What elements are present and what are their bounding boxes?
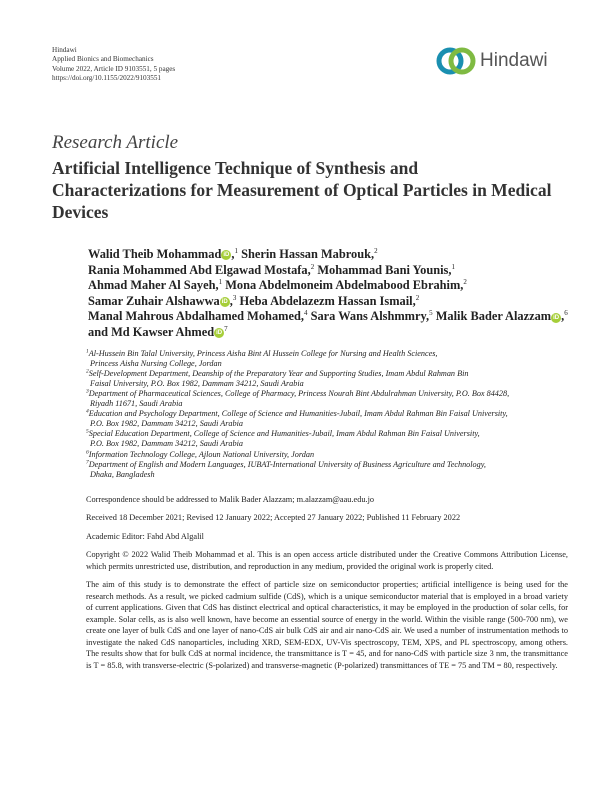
article-type: Research Article — [52, 132, 179, 153]
affiliation — [86, 429, 568, 449]
orcid-icon[interactable]: iD — [223, 252, 230, 259]
affiliation-marker: 3 — [232, 293, 237, 302]
affiliation-number: 3 — [86, 388, 89, 395]
affiliation — [86, 349, 568, 369]
affiliation — [86, 450, 568, 460]
affiliation-number: 1 — [86, 347, 89, 354]
affiliation-line: Department of Pharmaceutical Sciences, College of Pharmacy, Princess Nourah Bint Abdulrahman University, P.O. Box 84428, — [88, 388, 510, 398]
affiliation-line: Al-Hussein Bin Talal University, Princess Aisha Bint Al Hussein College for Nursing and Health Sciences, — [88, 348, 438, 358]
affiliations — [86, 349, 568, 480]
affiliation-marker: 4 — [303, 309, 308, 318]
affiliation-marker: 1 — [234, 246, 238, 255]
hindawi-rings-icon — [436, 47, 476, 75]
author-name: Heba Abdelazezm Hassan Ismail, — [239, 293, 416, 308]
affiliation — [86, 389, 568, 409]
academic-editor: Academic Editor: Fahd Abd Algalil — [86, 531, 204, 541]
article-title: Artificial Intelligence Technique of Synthesis and Characterizations for Measurement of Optical Particles in Medical Devices — [52, 158, 552, 222]
author-name: Mohammad Bani Younis, — [317, 262, 452, 277]
affiliation-marker: 2 — [310, 262, 315, 271]
copyright: Copyright © 2022 Walid Theib Mohammad et al. This is an open access article distributed under the Creative Commons Attribution License, which permits unrestricted use, distribution, and reproduction in any medium, provided the original work is properly cited. — [86, 550, 568, 571]
affiliation-number: 4 — [86, 408, 89, 415]
doi-link[interactable]: https://doi.org/10.1155/2022/9103551 — [52, 73, 162, 82]
affiliation-line: Information Technology College, Ajloun National University, Jordan — [88, 449, 315, 459]
affiliation-marker: 1 — [451, 262, 455, 271]
affiliation — [86, 460, 568, 480]
logo-text: Hindawi — [480, 50, 548, 71]
affiliation-marker: 1 — [218, 278, 223, 287]
affiliation-number: 2 — [86, 368, 89, 375]
affiliation-line: P.O. Box 1982, Dammam 34212, Saudi Arabia — [90, 439, 243, 449]
affiliation-line: Princess Aisha Nursing College, Jordan — [90, 358, 222, 368]
affiliation-number: 5 — [86, 428, 89, 435]
author-name: Sara Wans Alshmmry, — [310, 309, 430, 324]
orcid-icon[interactable]: iD — [221, 298, 228, 305]
affiliation — [86, 409, 568, 429]
author-name: Walid Theib Mohammad — [88, 247, 222, 261]
affiliation-marker: 2 — [415, 293, 420, 302]
affiliation-line: Special Education Department, College of Science and Humanities-Jubail, Imam Abdul Rahman Bin Faisal University, — [88, 429, 480, 439]
affiliation-number: 6 — [86, 448, 89, 455]
dates: Received 18 December 2021; Revised 12 January 2022; Accepted 27 January 2022; Published 11 February 2022 — [86, 513, 461, 523]
orcid-icon[interactable]: iD — [216, 330, 223, 337]
affiliation-line: Riyadh 11671, Saudi Arabia — [90, 399, 183, 409]
author-list: Walid Theib Mohammad iD ,$^1$ Sherin Hassan Mabrouk,$^2$ Rania Mohammed Abd Elgawad Mostafa,$^2$ Mohammad Bani Younis,$^1$ Ahmad Maher Al Sayeh,$^1$ Mona Abdelmoneim Abdelmabood Ebrahim,$^2$ Samar Zuhair Alshawwa iD ,$^3$ Heba Abdelazezm Hassan Ismail,$^2$ Manal Mahrous Abdalhamed Mohamed,$^4$ Sara Wans Alshmmry,$^5$ Malik Bader Alazzam iD ,$^6$ and Md Kawser Ahmed $iD^7$ — [88, 246, 568, 339]
author-name: Mona Abdelmoneim Abdelmabood Ebrahim, — [225, 278, 464, 293]
affiliation-marker: 2 — [374, 246, 378, 255]
author-name: and Md Kawser Ahmed — [88, 324, 215, 339]
affiliation-line: Education and Psychology Department, College of Science and Humanities-Jubail, Imam Abdul Rahman Bin Faisal University, — [88, 409, 508, 419]
affiliation-line: Faisal University, P.O. Box 1982, Dammam 34212, Saudi Arabia — [90, 378, 304, 388]
abstract: The aim of this study is to demonstrate the effect of particle size on semiconductor properties; artificial intelligence is being used for the research methods. As a result, we picked cadmium sulfide (CdS), which is a unique semiconductor material that is employed in a broad variety of current applications. Given that CdS has distinct electrical and optical characteristics, it may be employed in the production of solar cells, for example. Solar cells, as is also well known, have become an essential source of energy in the world. Within the visible range (500-700 nm), we create one layer of bulk CdS and one layer of nano-CdS air bulk CdS air and air nano-CdS air. We used a number of instrumentation methods to investigate the naked CdS nanoparticles, including XRD, SEM-EDX, UV-Vis spectroscopy, TEM, XPS, and PL spectroscopy, among others. The results show that for bulk CdS at normal incidence, the transmittance is T = 45, and for nano-CdS with particle size 3 nm, the transmittance is T = 85.8, with transverse-electric (S-polarized) and transverse-magnetic (P-polarized) transmittances of TE = 75 and TM = 80, respectively. — [86, 580, 568, 670]
volume-info: Volume 2022, Article ID 9103551, 5 pages — [52, 64, 176, 73]
journal-name: Applied Bionics and Biomechanics — [52, 55, 154, 64]
affiliation-marker: 2 — [463, 278, 467, 287]
author-name: Manal Mahrous Abdalhamed Mohamed, — [88, 309, 304, 324]
affiliation-line: Dhaka, Bangladesh — [90, 469, 155, 479]
affiliation-line: Department of English and Modern Languages, IUBAT-International University of Business Agriculture and Technology, — [88, 459, 486, 469]
author-name: Sherin Hassan Mabrouk, — [241, 247, 375, 261]
publisher: Hindawi — [52, 46, 77, 54]
author-name: Samar Zuhair Alshawwa — [88, 293, 220, 308]
article-body — [52, 131, 568, 671]
affiliation-line: P.O. Box 1982, Dammam 34212, Saudi Arabia — [90, 419, 243, 429]
affiliation-marker: 7 — [224, 324, 228, 333]
orcid-icon[interactable]: iD — [553, 314, 560, 321]
affiliation-marker: 5 — [429, 309, 433, 318]
affiliation-marker: 6 — [564, 309, 568, 318]
correspondence: Correspondence should be addressed to Malik Bader Alazzam; m.alazzam@aau.edu.jo — [86, 494, 375, 504]
affiliation — [86, 369, 568, 389]
affiliation-line: Self-Development Department, Deanship of the Preparatory Year and Supporting Studies, Imam Abdul Rahman Bin — [88, 368, 469, 378]
author-name: Rania Mohammed Abd Elgawad Mostafa, — [88, 262, 311, 277]
author-name: Ahmad Maher Al Sayeh, — [88, 278, 219, 293]
affiliation-number: 7 — [86, 458, 89, 465]
journal-header — [52, 46, 175, 83]
author-name: Malik Bader Alazzam — [435, 309, 552, 324]
hindawi-logo — [436, 47, 548, 75]
